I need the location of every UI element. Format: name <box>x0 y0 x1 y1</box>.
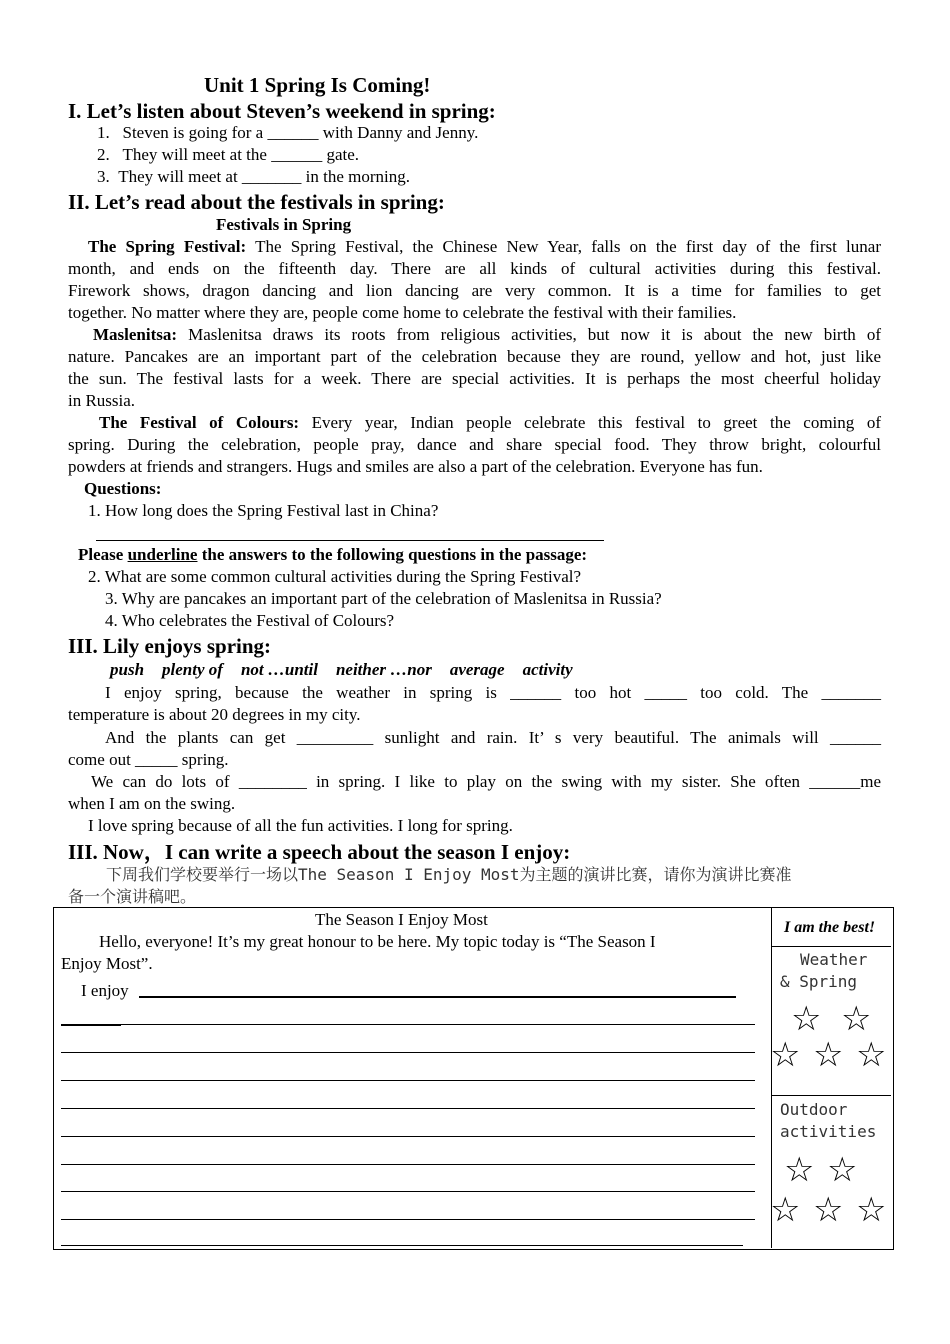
paragraph-line: Firework shows, dragon dancing and lion dancing are very common. It is a time for families to get <box>68 281 881 300</box>
cloze-line: when I am on the swing. <box>68 794 236 813</box>
word-bank-item: activity <box>522 660 573 679</box>
paragraph-festival-colours-line-1: The Festival of Colours: Every year, Indian people celebrate this festival to greet the coming of <box>99 413 881 432</box>
criterion-weather-line-2: & Spring <box>780 972 858 991</box>
listen-item-2 <box>97 144 359 166</box>
speech-title: The Season I Enjoy Most <box>315 910 488 929</box>
term-festival-colours: The Festival of Colours: <box>99 413 300 432</box>
item-text: Steven is going for a ______ with Danny and Jenny. <box>122 123 479 142</box>
item-number: 2. <box>97 145 110 164</box>
term-spring-festival: The Spring Festival: <box>88 237 247 256</box>
speech-intro-line-1: Hello, everyone! It’s my great honour to be here. My topic today is “The Season I <box>99 932 656 951</box>
item-number: 1. <box>97 123 110 142</box>
page-title: Unit 1 Spring Is Coming! <box>204 73 431 97</box>
writing-line[interactable] <box>61 1080 755 1081</box>
question-4: 4. Who celebrates the Festival of Colours? <box>105 611 395 630</box>
chinese-instruction-line-2: 备一个演讲稿吧。 <box>68 887 197 906</box>
questions-label: Questions: <box>84 479 162 498</box>
star-icon[interactable]: ☆ <box>813 1190 844 1230</box>
divider-side-1 <box>771 946 891 947</box>
paragraph-line: spring. During the celebration, people pray, dance and share special food. They throw bright, colourful <box>68 435 881 454</box>
section-4-heading: III. Now，I can write a speech about the season I enjoy: <box>68 840 571 864</box>
word-bank-item: not …until <box>240 660 318 679</box>
paragraph-line: powders at friends and strangers. Hugs and smiles are also a part of the celebration. Everyone has fun. <box>68 457 763 476</box>
passage-title: Festivals in Spring <box>216 215 352 234</box>
item-number: 3. <box>97 167 110 186</box>
chinese-instruction-line-1: 下周我们学校要举行一场以The Season I Enjoy Most为主题的演讲比赛，请你为演讲比赛准 <box>106 865 792 884</box>
star-icon[interactable]: ☆ <box>770 1190 801 1230</box>
question-3: 3. Why are pancakes an important part of the celebration of Maslenitsa in Russia? <box>105 589 662 608</box>
cloze-line: temperature is about 20 degrees in my city. <box>68 705 361 724</box>
paragraph-line: month, and ends on the fifteenth day. There are all kinds of cultural activities during this festival. <box>68 259 881 278</box>
divider-side-2 <box>771 1095 891 1096</box>
paragraph-line: the sun. The festival lasts for a week. There are special activities. It is perhaps the most cheerful holiday <box>68 369 881 388</box>
word-bank-item: plenty of <box>162 660 223 679</box>
cloze-line: come out _____ spring. <box>68 750 229 769</box>
criterion-weather-line-1: Weather <box>800 950 868 969</box>
writing-line[interactable] <box>61 1052 755 1053</box>
star-icon[interactable]: ☆ <box>784 1150 815 1190</box>
writing-line[interactable] <box>61 1191 755 1192</box>
writing-line[interactable] <box>61 1164 755 1165</box>
star-icon[interactable]: ☆ <box>856 1035 887 1075</box>
section-2-heading: II. Let’s read about the festivals in spring: <box>68 190 445 214</box>
star-icon[interactable]: ☆ <box>813 1035 844 1075</box>
paragraph-line: together. No matter where they are, people come home to celebrate the festival with their families. <box>68 303 737 322</box>
paragraph-line: in Russia. <box>68 391 136 410</box>
star-icon[interactable]: ☆ <box>791 999 822 1039</box>
writing-line[interactable] <box>61 1136 755 1137</box>
section-3-heading: III. Lily enjoys spring: <box>68 634 272 658</box>
paragraph-maslenitsa-line-1: Maslenitsa: Maslenitsa draws its roots from religious activities, but now it is about the new birth of <box>93 325 882 344</box>
underline-instruction: Please underline the answers to the following questions in the passage: <box>78 545 588 564</box>
item-text: They will meet at the ______ gate. <box>122 145 360 164</box>
word-bank <box>110 659 591 681</box>
writing-line[interactable] <box>61 1219 755 1220</box>
paragraph-spring-festival-line-1: The Spring Festival: The Spring Festival, the Chinese New Year, falls on the first day of the first lunar <box>88 237 881 256</box>
writing-line[interactable] <box>61 1245 743 1246</box>
writing-line-enjoy[interactable] <box>139 996 736 998</box>
word-bank-item: average <box>449 660 505 679</box>
section-1-heading: I. Let’s listen about Steven’s weekend in spring: <box>68 99 496 123</box>
writing-line[interactable] <box>61 1024 755 1025</box>
writing-line[interactable] <box>61 1108 755 1109</box>
speech-enjoy-label: I enjoy <box>81 981 129 1000</box>
star-icon[interactable]: ☆ <box>841 999 872 1039</box>
cloze-line: And the plants can get _________ sunlight and rain. It’ s very beautiful. The animals will ______ <box>105 728 881 747</box>
paragraph-line: nature. Pancakes are an important part of the celebration because they are round, yellow and hot, just like <box>68 347 881 366</box>
speech-intro-line-2: Enjoy Most”. <box>61 954 153 973</box>
criterion-outdoor-line-2: activities <box>780 1122 877 1141</box>
star-icon[interactable]: ☆ <box>827 1150 858 1190</box>
cloze-line: I love spring because of all the fun activities. I long for spring. <box>88 816 513 835</box>
listen-item-3 <box>97 166 410 188</box>
cloze-line: I enjoy spring, because the weather in spring is ______ too hot _____ too cold. The _______ <box>105 683 881 702</box>
criterion-outdoor-line-1: Outdoor <box>780 1100 848 1119</box>
term-maslenitsa: Maslenitsa: <box>93 325 178 344</box>
word-bank-item: push <box>110 660 145 679</box>
listen-item-1 <box>97 122 478 144</box>
writing-box <box>53 907 894 1250</box>
question-2: 2. What are some common cultural activities during the Spring Festival? <box>88 567 582 586</box>
item-text: They will meet at _______ in the morning. <box>118 167 411 186</box>
self-assessment-header: I am the best! <box>784 919 876 936</box>
star-icon[interactable]: ☆ <box>856 1190 887 1230</box>
word-bank-item: neither …nor <box>335 660 432 679</box>
answer-line[interactable] <box>96 540 604 541</box>
cloze-line: We can do lots of ________ in spring. I like to play on the swing with my sister. She often ______me <box>91 772 881 791</box>
star-icon[interactable]: ☆ <box>770 1035 801 1075</box>
question-1: 1. How long does the Spring Festival last in China? <box>88 501 439 520</box>
